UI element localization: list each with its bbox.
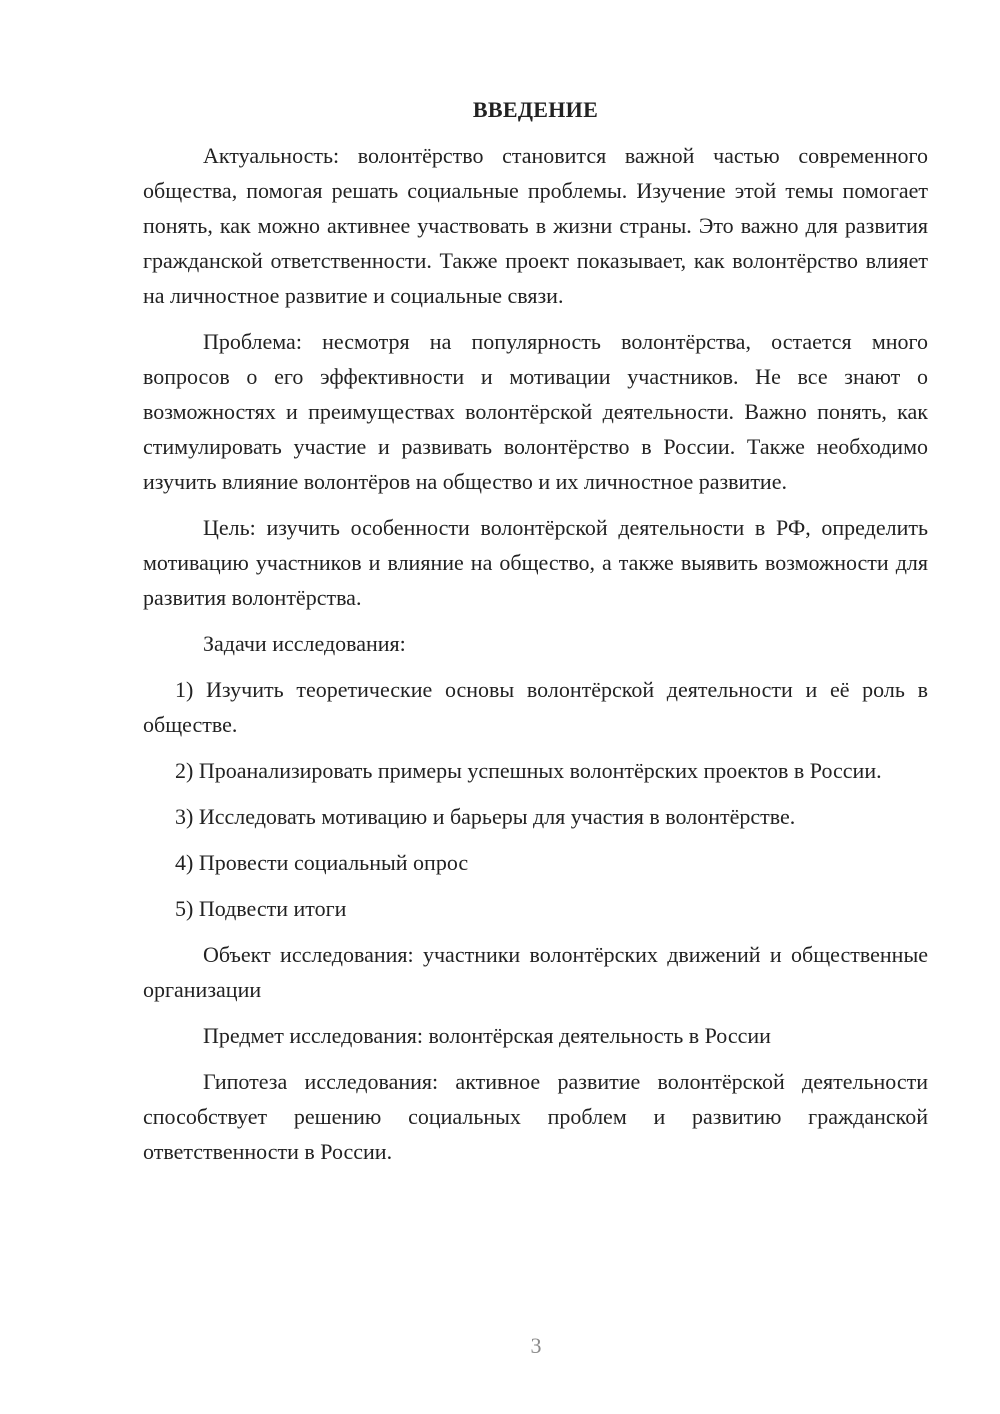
tasks-heading: Задачи исследования:	[203, 631, 406, 656]
section-title: ВВЕДЕНИЕ	[472, 97, 599, 122]
subject-paragraph: Предмет исследования: волонтёрская деятельность в России	[203, 1023, 771, 1048]
page-number: 3	[530, 1333, 542, 1358]
goal-paragraph: Цель: изучить особенности волонтёрской деятельности в РФ, определить мотивацию участников и влияние на общество, а также выявить возможности для развития волонтёрства.	[143, 515, 928, 610]
task-item: 3) Исследовать мотивацию и барьеры для участия в волонтёрстве.	[175, 804, 796, 829]
object-paragraph: Объект исследования: участники волонтёрских движений и общественные организации	[143, 942, 928, 1002]
task-item: 5) Подвести итоги	[175, 896, 347, 921]
task-item: 4) Провести социальный опрос	[175, 850, 469, 875]
document-page	[143, 94, 928, 1180]
task-item: 1) Изучить теоретические основы волонтёрской деятельности и её роль в обществе.	[143, 677, 928, 737]
relevance-paragraph: Актуальность: волонтёрство становится важной частью современного общества, помогая решать социальные проблемы. Изучение этой темы помогает понять, как можно активнее участвовать в жизни страны. Это важно для развития гражданской ответственности. Также проект показывает, как волонтёрство влияет на личностное развитие и социальные связи.	[143, 143, 928, 308]
task-item: 2) Проанализировать примеры успешных волонтёрских проектов в России.	[175, 758, 882, 783]
hypothesis-paragraph: Гипотеза исследования: активное развитие волонтёрской деятельности способствует решению социальных проблем и развитию гражданской ответственности в России.	[143, 1069, 928, 1164]
problem-paragraph: Проблема: несмотря на популярность волонтёрства, остается много вопросов о его эффективности и мотивации участников. Не все знают о возможностях и преимуществах волонтёрской деятельности. Важно понять, как стимулировать участие и развивать волонтёрство в России. Также необходимо изучить влияние волонтёров на общество и их личностное развитие.	[143, 329, 928, 494]
